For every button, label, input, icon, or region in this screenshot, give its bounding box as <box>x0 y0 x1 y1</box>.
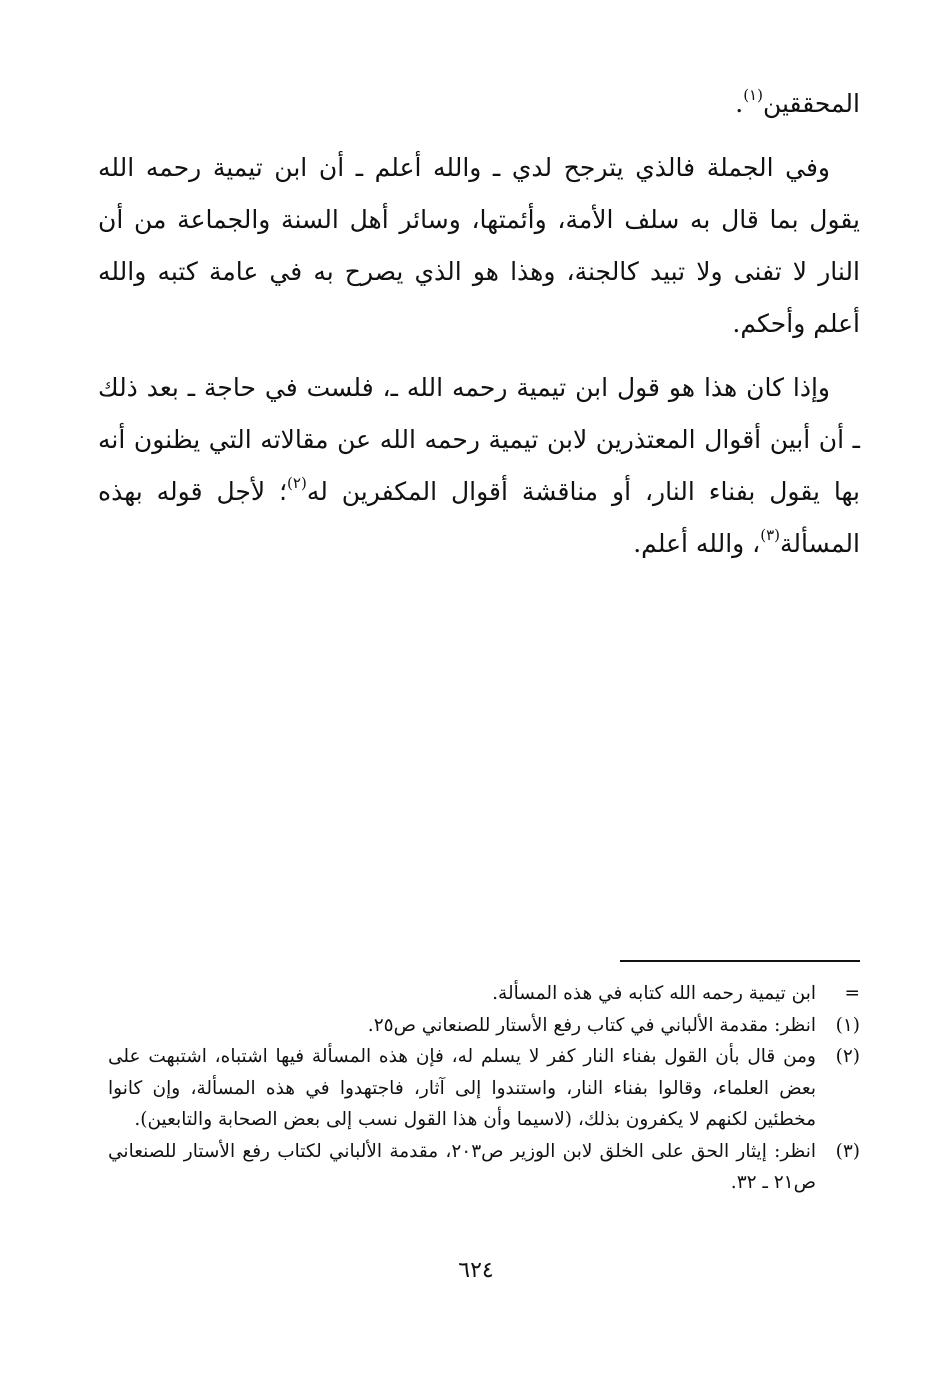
footnote-1 <box>108 1010 860 1042</box>
footnote-text: ومن قال بأن القول بفناء النار كفر لا يسلم له، فإن هذه المسألة فيها اشتباه، اشتبهت على بعض العلماء، وقالوا بفناء النار، واستندوا إلى آثار، فاجتهدوا في هذه المسألة، وإن كانوا مخطئين لكنهم لا يكفرون بذلك، (لاسيما وأن هذا القول نسب إلى بعض الصحابة والتابعين). <box>108 1046 816 1130</box>
footnote-text: انظر: إيثار الحق على الخلق لابن الوزير ص٢٠٣، مقدمة الألباني لكتاب رفع الأستار للصنعاني ص٢١ ـ ٣٢. <box>108 1140 816 1193</box>
paragraph-1: وفي الجملة فالذي يترجح لدي ـ والله أعلم ـ أن ابن تيمية رحمه الله يقول بما قال به سلف الأمة، وأئمتها، وسائر أهل السنة والجماعة من أن النار لا تفنى ولا تبيد كالجنة، وهذا هو الذي يصرح به في عامة كتبه والله أعلم وأحكم. <box>98 153 860 338</box>
continuation-end: . <box>735 89 744 118</box>
footnote-ref-3: (٣) <box>760 526 781 544</box>
paragraph-2-text-b: ؛ لأجل قوله بهذه المسألة <box>98 477 860 558</box>
footnote-continuation <box>108 978 860 1010</box>
main-text <box>98 78 860 570</box>
continuation-text: المحققين <box>762 89 860 118</box>
paragraph-2-text-c: ، والله أعلم. <box>633 529 761 558</box>
footnote-ref-1: (١) <box>743 86 763 104</box>
footnote-text: ابن تيمية رحمه الله كتابه في هذه المسألة. <box>492 983 816 1004</box>
paragraph-2-text-a: وإذا كان هذا هو قول ابن تيمية رحمه الله ـ، فلست في حاجة ـ بعد ذلك ـ أن أبين أقوال المعتذرين لابن تيمية رحمه الله عن مقالاته التي يظنون أنه بها يقول بفناء النار، أو مناقشة أقوال المكفرين له <box>98 373 860 506</box>
footnote-mark: (١) <box>835 1014 860 1036</box>
footnote-mark: (٣) <box>835 1140 860 1162</box>
footnote-separator <box>620 960 860 962</box>
footnotes <box>108 978 860 1199</box>
paragraph-2 <box>98 362 860 570</box>
footnote-ref-2: (٢) <box>287 474 307 492</box>
footnote-text: انظر: مقدمة الألباني في كتاب رفع الأستار للصنعاني ص٢٥. <box>367 1014 816 1036</box>
footnote-3 <box>108 1136 860 1199</box>
page-number: ٦٢٤ <box>458 1258 494 1283</box>
footnote-2 <box>108 1041 860 1136</box>
continuation-line <box>98 78 860 130</box>
footnote-mark: = <box>844 983 860 1004</box>
footnote-mark: (٢) <box>835 1046 860 1067</box>
